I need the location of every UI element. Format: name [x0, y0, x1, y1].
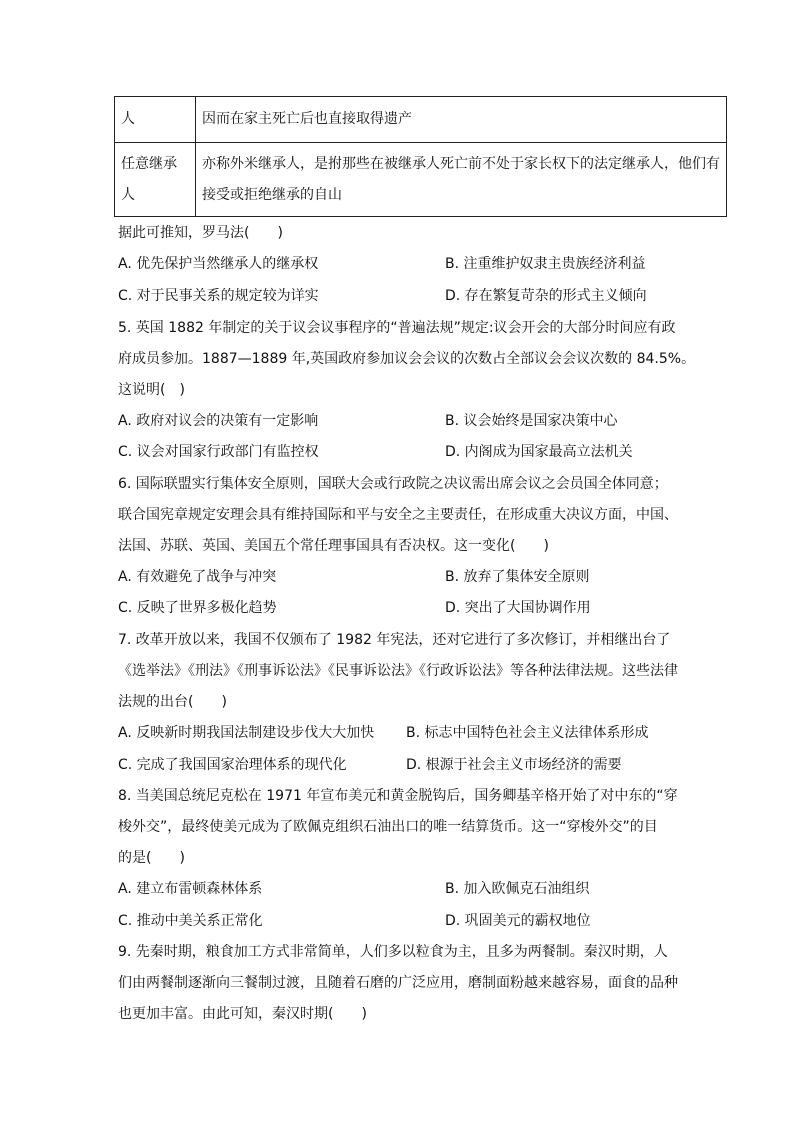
question-stem: 5. 英国 1882 年制定的关于议会议事程序的“普遍法规”规定:议会开会的大部分时间应有政 [118, 320, 676, 336]
term-text: 任意继承 [121, 155, 177, 172]
question-stem: 据此可推知，罗马法( ) [118, 225, 283, 241]
question-stem: 法规的出台( ) [118, 694, 227, 710]
option-a[interactable]: A. 优先保护当然继承人的继承权 [118, 256, 319, 272]
option-c[interactable]: C. 推动中美关系正常化 [118, 913, 263, 929]
question-stem: 联合国宪章规定安理会具有维持国际和平与安全之主要责任，在形成重大决议方面，中国、 [118, 507, 678, 523]
option-c[interactable]: C. 完成了我国国家治理体系的现代化 [118, 757, 347, 773]
desc-text: 因而在家主死亡后也直接取得遗产 [202, 111, 412, 127]
option-b[interactable]: B. 标志中国特色社会主义法律体系形成 [406, 725, 649, 741]
question-stem: 8. 当美国总统尼克松在 1971 年宣布美元和黄金脱钩后，国务卿基辛格开始了对中东的“穿 [118, 788, 678, 804]
table-cell-term [115, 97, 196, 143]
option-d[interactable]: D. 存在繁复苛杂的形式主义倾向 [445, 288, 647, 304]
question-stem: 法国、苏联、英国、美国五个常任理事国具有否决权。这一变化( ) [118, 538, 549, 554]
inheritance-table [114, 96, 727, 217]
question-stem: 们由两餐制逐渐向三餐制过渡，且随着石磨的广泛应用，磨制面粉越来越容易，面食的品种 [118, 975, 678, 991]
table-cell-desc [196, 97, 727, 143]
question-stem: 6. 国际联盟实行集体安全原则，国联大会或行政院之决议需出席会议之会员国全体同意； [118, 476, 668, 492]
option-a[interactable]: A. 反映新时期我国法制建设步伐大大加快 [118, 725, 375, 741]
option-a[interactable]: A. 建立布雷顿森林体系 [118, 881, 263, 897]
table-row [115, 97, 727, 143]
option-a[interactable]: A. 政府对议会的决策有一定影响 [118, 413, 319, 429]
option-d[interactable]: D. 内阁成为国家最高立法机关 [445, 444, 633, 460]
option-c[interactable]: C. 反映了世界多极化趋势 [118, 600, 277, 616]
question-stem: 《选举法》《刑法》《刑事诉讼法》《民事诉讼法》《行政诉讼法》等各种法律法规。这些法律 [118, 663, 678, 679]
question-stem: 也更加丰富。由此可知，秦汉时期( ) [118, 1006, 367, 1022]
option-b[interactable]: B. 注重维护奴隶主贵族经济利益 [445, 256, 646, 272]
question-stem: 这说明( ) [118, 382, 185, 398]
option-c[interactable]: C. 议会对国家行政部门有监控权 [118, 444, 319, 460]
desc-text: 接受或拒绝继承的自山 [202, 186, 342, 203]
question-stem: 7. 改革开放以来，我国不仅颁布了 1982 年宪法，还对它进行了多次修订，并相继出台了 [118, 632, 671, 648]
term-text: 人 [121, 186, 135, 203]
option-b[interactable]: B. 加入欧佩克石油组织 [445, 881, 590, 897]
question-stem: 的是( ) [118, 850, 185, 866]
question-stem: 9. 先秦时期，粮食加工方式非常简单，人们多以粒食为主，且多为两餐制。秦汉时期，人 [118, 944, 668, 960]
option-a[interactable]: A. 有效避免了战争与冲突 [118, 569, 277, 585]
option-d[interactable]: D. 巩固美元的霸权地位 [445, 913, 591, 929]
table-cell-term [115, 143, 196, 217]
question-stem: 府成员参加。1887—1889 年,英国政府参加议会会议的次数占全部议会会议次数的 84.5%。 [118, 351, 696, 367]
option-c[interactable]: C. 对于民事关系的规定较为详实 [118, 288, 319, 304]
option-b[interactable]: B. 议会始终是国家决策中心 [445, 413, 618, 429]
option-d[interactable]: D. 突出了大国协调作用 [445, 600, 591, 616]
term-text: 人 [121, 111, 135, 127]
option-d[interactable]: D. 根源于社会主义市场经济的需要 [406, 757, 622, 773]
desc-text: 亦称外米继承人，是拊那些在被继承人死亡前不处于家长权下的法定继承人，他们有 [202, 155, 720, 172]
option-b[interactable]: B. 放弃了集体安全原则 [445, 569, 590, 585]
table-cell-desc [196, 143, 727, 217]
question-stem: 梭外交”，最终使美元成为了欧佩克组织石油出口的唯一结算货币。这一“穿梭外交”的目 [118, 819, 658, 835]
table-row [115, 143, 727, 217]
